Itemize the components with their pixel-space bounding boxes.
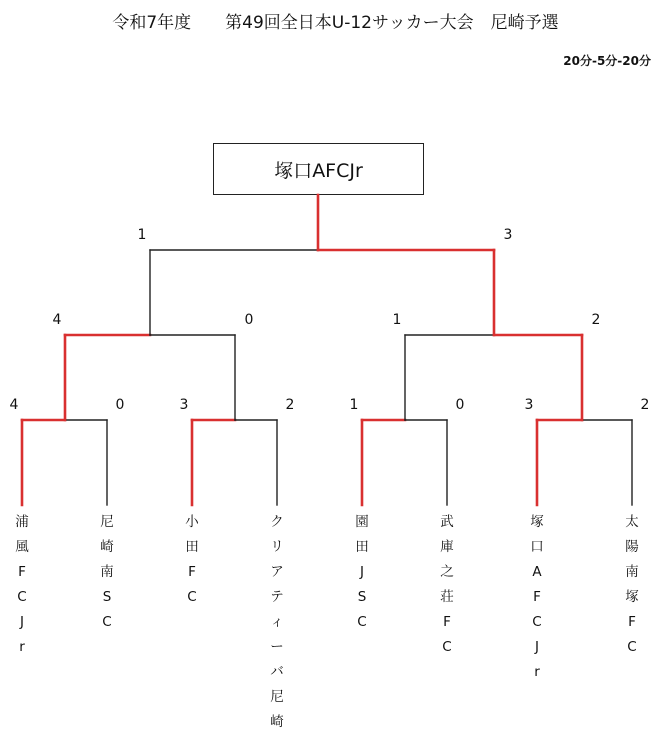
team-name: 太 陽 南 塚 F C (625, 514, 639, 655)
team-name: 武 庫 之 荘 F C (440, 514, 454, 655)
page-title: 令和7年度 第49回全日本U-12サッカー大会 尼崎予選 (112, 13, 559, 33)
team-name: 小 田 F C (185, 514, 199, 605)
match-score: 1 (392, 312, 402, 328)
team-name: 塚 口 A F C J r (530, 514, 544, 680)
match-score: 0 (455, 397, 465, 413)
match-score: 1 (349, 397, 359, 413)
match-score: 2 (591, 312, 601, 328)
match-score: 1 (137, 227, 147, 243)
match-score: 0 (115, 397, 125, 413)
champion-box: 塚口AFCJr (213, 143, 424, 195)
team-name: 園 田 J S C (355, 514, 369, 630)
match-score: 3 (524, 397, 534, 413)
match-score: 3 (179, 397, 189, 413)
match-format: 20分-5分-20分 (563, 54, 651, 68)
match-score: 4 (52, 312, 62, 328)
team-name: 尼 崎 南 S C (100, 514, 114, 630)
match-score: 3 (503, 227, 513, 243)
team-name: 浦 風 F C J r (15, 514, 29, 655)
match-score: 4 (9, 397, 19, 413)
match-score: 0 (244, 312, 254, 328)
match-score: 2 (640, 397, 650, 413)
team-name: ク リ ア テ ィ ー バ 尼 崎 (270, 514, 284, 730)
match-score: 2 (285, 397, 295, 413)
